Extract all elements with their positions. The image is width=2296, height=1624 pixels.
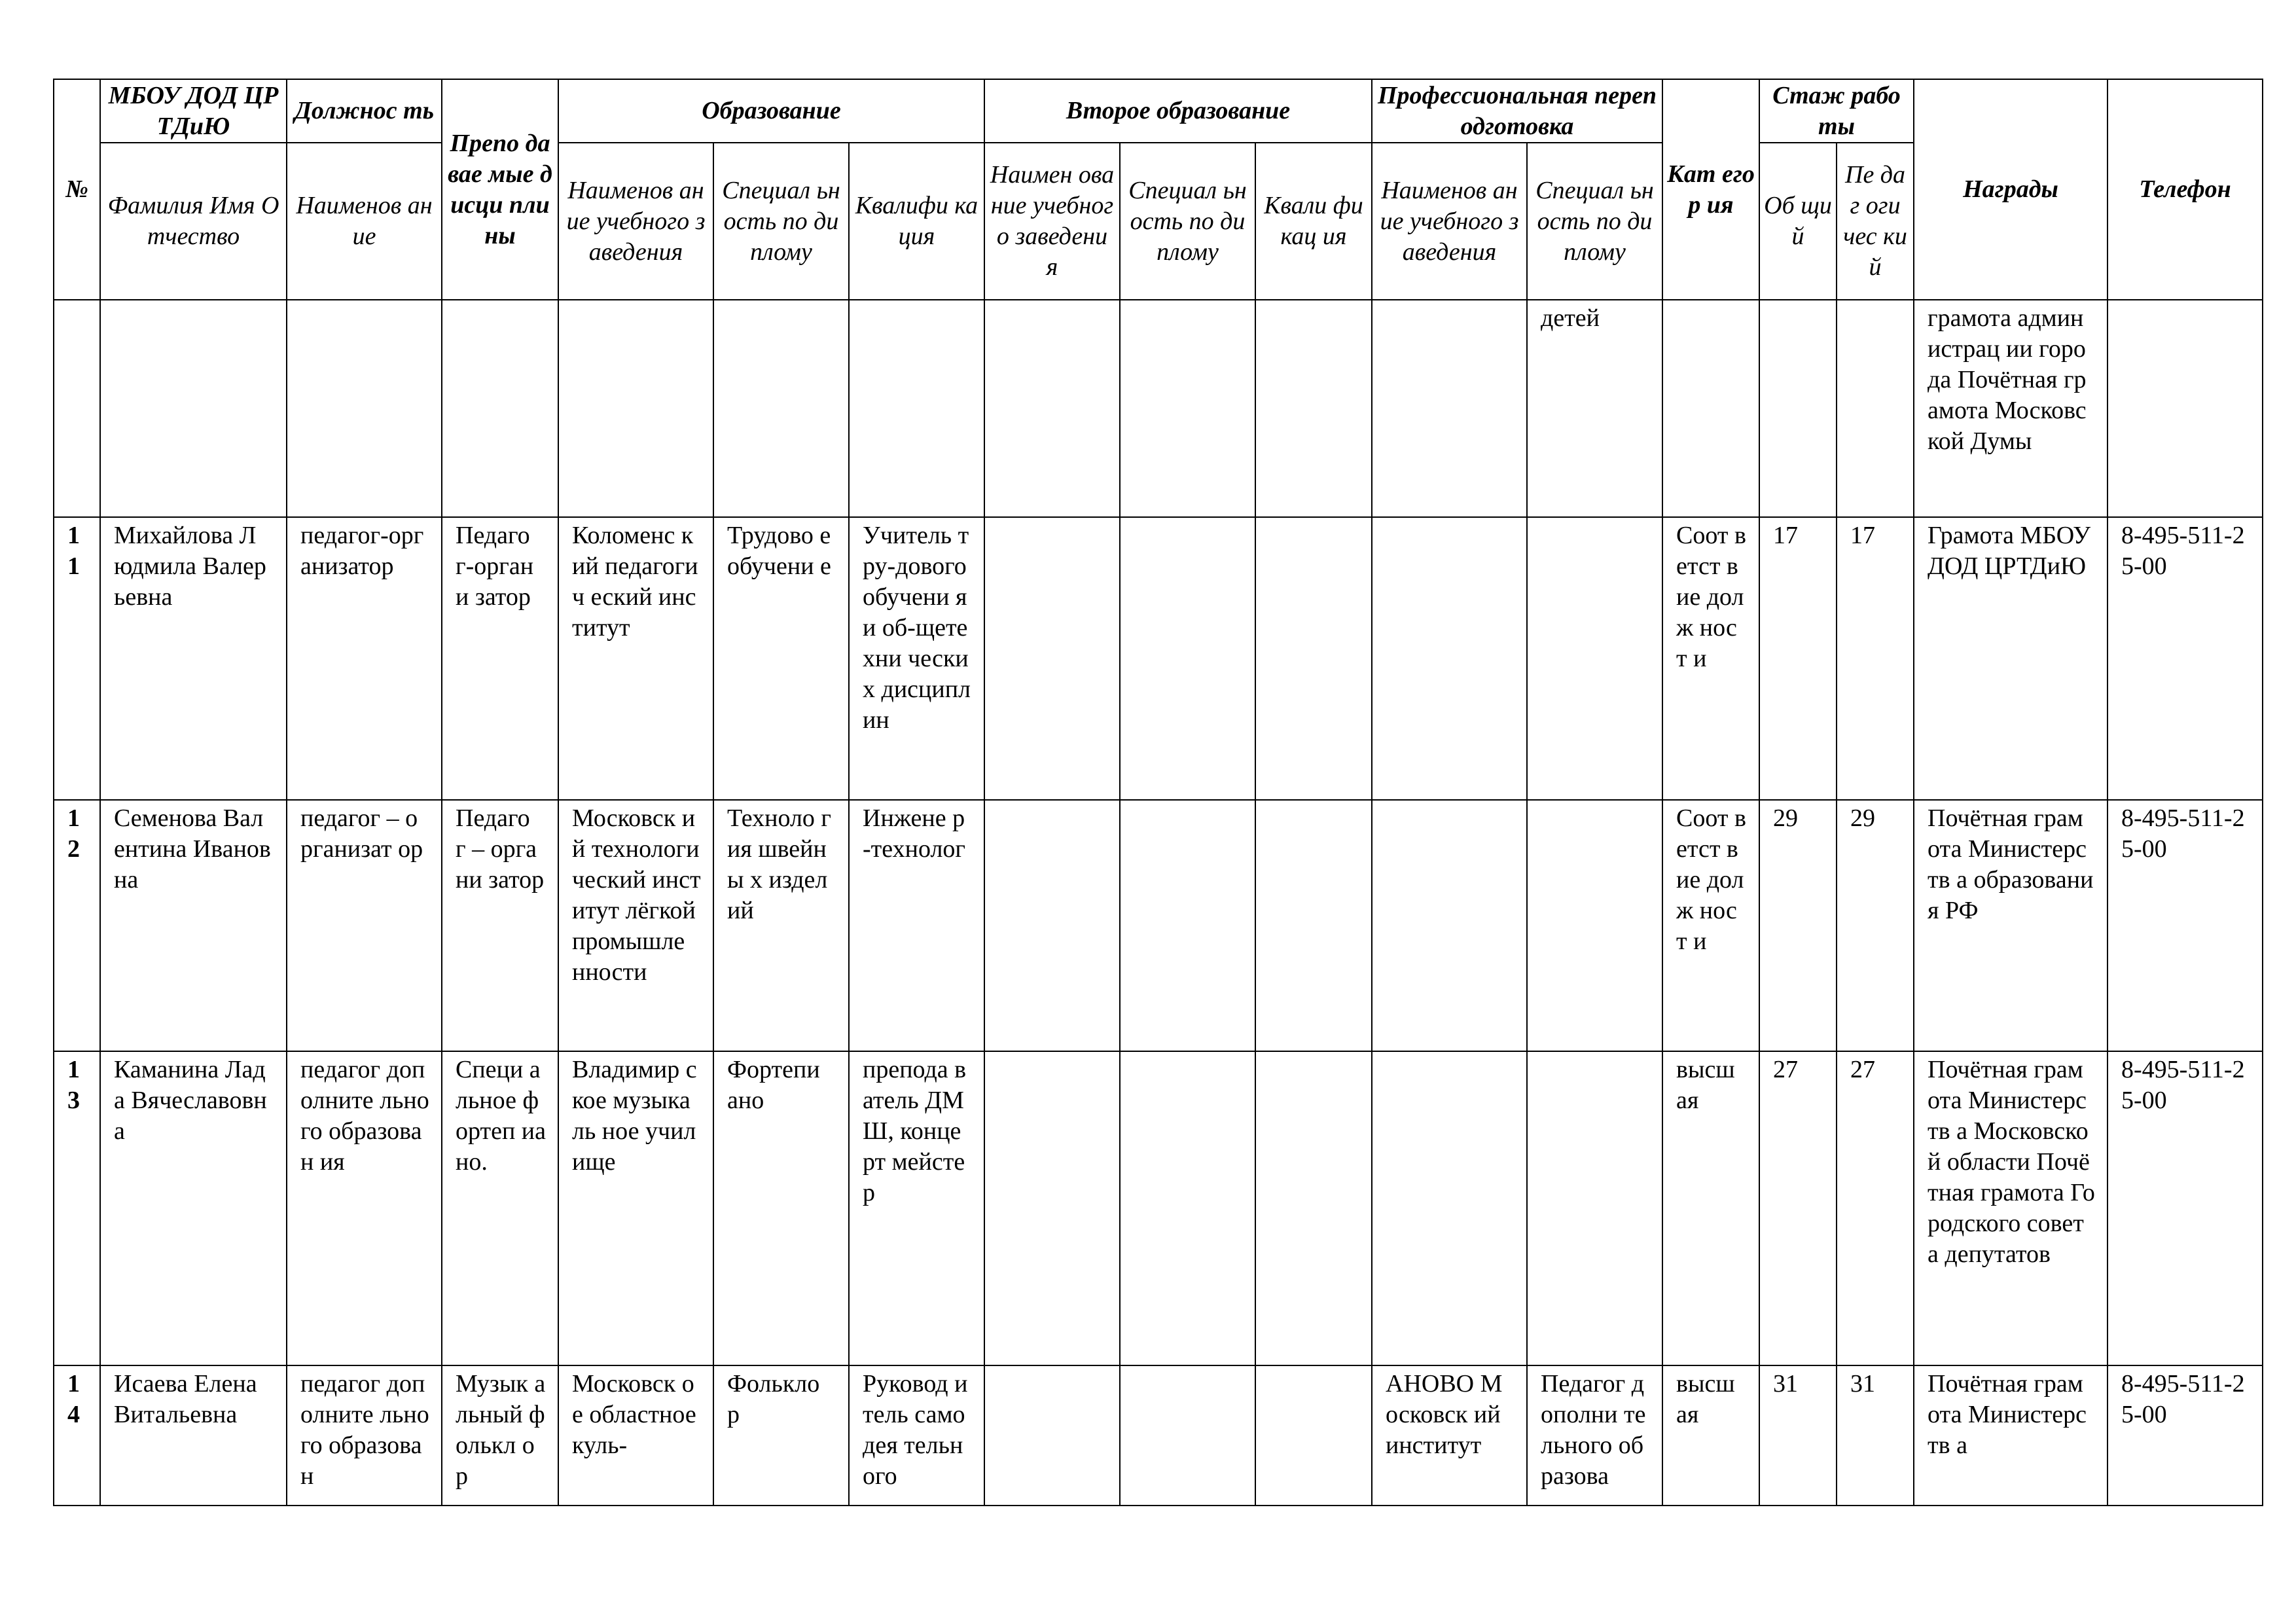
cell-edu-qualification: Учитель тру-дового обучени я и об-щетехни ческих дисципл ин xyxy=(849,517,984,800)
cell-position: педагог-организатор xyxy=(287,517,442,800)
cell-num: 12 xyxy=(54,800,100,1051)
cell-retr-specialty xyxy=(1527,1051,1662,1365)
table-row xyxy=(54,517,2263,800)
cell-edu-specialty: Техноло гия швейны х изделий xyxy=(713,800,849,1051)
header-position-name: Наименов ание xyxy=(287,143,442,300)
cell-retr-institution xyxy=(1372,517,1527,800)
cell-position: педагог – организат ор xyxy=(287,800,442,1051)
cell-second-institution xyxy=(984,1051,1120,1365)
cell-phone: 8-495-511-25-00 xyxy=(2108,1051,2263,1365)
cell-exp-pedagogical xyxy=(1837,300,1914,517)
cell-edu-institution: Коломенс кий педагогич еский институт xyxy=(558,517,713,800)
header-position-group: Должнос ть xyxy=(287,79,442,143)
table-row-continuation xyxy=(54,300,2263,517)
cell-num: 14 xyxy=(54,1365,100,1506)
table-row xyxy=(54,1365,2263,1506)
header-edu-specialty: Специал ьность по диплому xyxy=(713,143,849,300)
header-second-qualification: Квали фикац ия xyxy=(1255,143,1372,300)
cell-phone xyxy=(2108,300,2263,517)
cell-retr-institution: АНОВО Московск ий институт xyxy=(1372,1365,1527,1506)
cell-second-specialty xyxy=(1120,1365,1255,1506)
cell-num: 13 xyxy=(54,1051,100,1365)
cell-category: высш ая xyxy=(1662,1365,1759,1506)
cell-second-qualification xyxy=(1255,1365,1372,1506)
cell-exp-total xyxy=(1759,300,1837,517)
cell-second-qualification xyxy=(1255,300,1372,517)
staff-table xyxy=(53,79,2263,1506)
header-edu-institution: Наименов ание учебного заведения xyxy=(558,143,713,300)
cell-retr-specialty: детей xyxy=(1527,300,1662,517)
cell-exp-pedagogical: 17 xyxy=(1837,517,1914,800)
cell-edu-qualification xyxy=(849,300,984,517)
cell-edu-qualification: Инжене р-технолог xyxy=(849,800,984,1051)
cell-num xyxy=(54,300,100,517)
cell-edu-specialty xyxy=(713,300,849,517)
cell-awards: Почётная грамота Министерств а Московской области Почётная грамота Городского совета депутатов xyxy=(1914,1051,2108,1365)
header-exp-pedagogical: Пе даг оги чес кий xyxy=(1837,143,1914,300)
table-row xyxy=(54,800,2263,1051)
header-fio: Фамилия Имя Отчество xyxy=(100,143,287,300)
cell-retr-specialty xyxy=(1527,517,1662,800)
cell-exp-pedagogical: 31 xyxy=(1837,1365,1914,1506)
cell-disciplines: Педаго г-органи затор xyxy=(442,517,558,800)
cell-edu-institution xyxy=(558,300,713,517)
cell-exp-total: 29 xyxy=(1759,800,1837,1051)
header-retraining: Профессиональная переподготовка xyxy=(1372,79,1662,143)
cell-category: Соот ветст вие долж ност и xyxy=(1662,517,1759,800)
cell-fio: Исаева Елена Витальевна xyxy=(100,1365,287,1506)
cell-awards: грамота администрац ии города Почётная грамота Московской Думы xyxy=(1914,300,2108,517)
cell-second-institution xyxy=(984,300,1120,517)
header-edu-qualification: Квалифи кация xyxy=(849,143,984,300)
cell-exp-pedagogical: 27 xyxy=(1837,1051,1914,1365)
cell-second-institution xyxy=(984,1365,1120,1506)
cell-awards: Грамота МБОУДОД ЦРТДиЮ xyxy=(1914,517,2108,800)
cell-edu-institution: Владимир ское музыкаль ное училище xyxy=(558,1051,713,1365)
cell-position: педагог дополните льного образован xyxy=(287,1365,442,1506)
header-second-institution: Наимен ование учебного заведени я xyxy=(984,143,1120,300)
header-retr-institution: Наименов ание учебного заведения xyxy=(1372,143,1527,300)
cell-phone: 8-495-511-25-00 xyxy=(2108,1365,2263,1506)
cell-second-specialty xyxy=(1120,517,1255,800)
cell-num: 11 xyxy=(54,517,100,800)
header-exp-total: Об щи й xyxy=(1759,143,1837,300)
header-category: Кат егор ия xyxy=(1662,79,1759,300)
header-second-specialty: Специал ьность по диплому xyxy=(1120,143,1255,300)
table-row xyxy=(54,1051,2263,1365)
cell-exp-total: 27 xyxy=(1759,1051,1837,1365)
cell-fio xyxy=(100,300,287,517)
cell-disciplines: Музык альный фолькл ор xyxy=(442,1365,558,1506)
cell-retr-specialty xyxy=(1527,800,1662,1051)
header-org-name: МБОУ ДОД ЦРТДиЮ xyxy=(100,79,287,143)
header-awards: Награды xyxy=(1914,79,2108,300)
cell-position: педагог дополните льного образован ия xyxy=(287,1051,442,1365)
cell-position xyxy=(287,300,442,517)
cell-disciplines xyxy=(442,300,558,517)
cell-awards: Почётная грамота Министерств а образования РФ xyxy=(1914,800,2108,1051)
cell-edu-specialty: Трудово е обучени е xyxy=(713,517,849,800)
header-second-education: Второе образование xyxy=(984,79,1372,143)
cell-fio: Семенова Валентина Ивановна xyxy=(100,800,287,1051)
cell-second-institution xyxy=(984,800,1120,1051)
cell-edu-qualification: препода ватель ДМШ, концерт мейстер xyxy=(849,1051,984,1365)
cell-edu-qualification: Руковод итель самодея тельного xyxy=(849,1365,984,1506)
header-education: Образование xyxy=(558,79,984,143)
cell-retr-institution xyxy=(1372,300,1527,517)
cell-awards: Почётная грамота Министерств а xyxy=(1914,1365,2108,1506)
cell-category: высш ая xyxy=(1662,1051,1759,1365)
cell-edu-institution: Московск ое областное куль- xyxy=(558,1365,713,1506)
cell-disciplines: Педаго г – органи затор xyxy=(442,800,558,1051)
cell-second-qualification xyxy=(1255,1051,1372,1365)
header-disciplines: Препо давае мые дисци плины xyxy=(442,79,558,300)
header-retr-specialty: Специал ьность по диплому xyxy=(1527,143,1662,300)
header-phone: Телефон xyxy=(2108,79,2263,300)
cell-disciplines: Специ альное фортеп иано. xyxy=(442,1051,558,1365)
cell-second-qualification xyxy=(1255,800,1372,1051)
cell-exp-pedagogical: 29 xyxy=(1837,800,1914,1051)
header-num: № xyxy=(54,79,100,300)
cell-edu-specialty: Фолькло р xyxy=(713,1365,849,1506)
cell-second-specialty xyxy=(1120,300,1255,517)
cell-retr-specialty: Педагог дополни тельного образова xyxy=(1527,1365,1662,1506)
cell-exp-total: 31 xyxy=(1759,1365,1837,1506)
cell-edu-institution: Московск ий технологи ческий институт лёгкой промышле нности xyxy=(558,800,713,1051)
cell-fio: Михайлова Людмила Валерьевна xyxy=(100,517,287,800)
cell-second-specialty xyxy=(1120,1051,1255,1365)
cell-retr-institution xyxy=(1372,800,1527,1051)
cell-exp-total: 17 xyxy=(1759,517,1837,800)
cell-second-specialty xyxy=(1120,800,1255,1051)
cell-second-qualification xyxy=(1255,517,1372,800)
header-experience: Стаж работы xyxy=(1759,79,1914,143)
cell-second-institution xyxy=(984,517,1120,800)
cell-category: Соот ветст вие долж ност и xyxy=(1662,800,1759,1051)
cell-edu-specialty: Фортепи ано xyxy=(713,1051,849,1365)
cell-phone: 8-495-511-25-00 xyxy=(2108,517,2263,800)
header-row-1 xyxy=(54,79,2263,143)
cell-retr-institution xyxy=(1372,1051,1527,1365)
cell-phone: 8-495-511-25-00 xyxy=(2108,800,2263,1051)
cell-category xyxy=(1662,300,1759,517)
cell-fio: Каманина Лада Вячеславовн а xyxy=(100,1051,287,1365)
